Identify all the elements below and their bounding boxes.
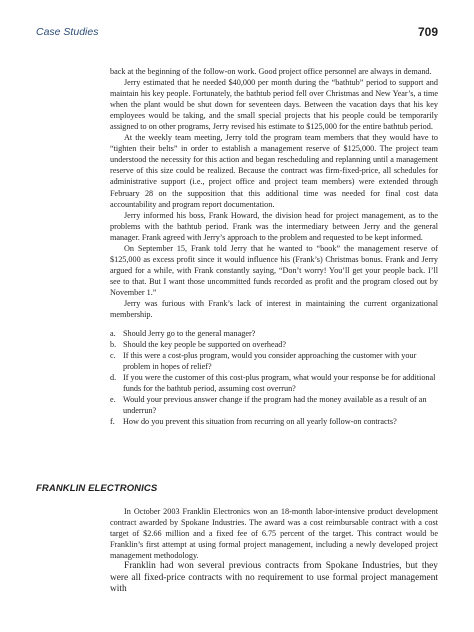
question-item — [110, 339, 438, 350]
body-paragraph: At the weekly team meeting, Jerry told the program team members that they would have to “tighten their belts” in order to establish a management reserve of $125,000. The project team understood the necessity for this action and began rescheduling and replanning until a management reserve of this size could be realized. Because the contract was firm-fixed-price, all schedules for administrative support (i.e., project office and project team members) were extended through February 28 on the supposition that this additional time was needed for final cost data accountability and program report documentation. — [110, 133, 438, 209]
running-head — [36, 26, 438, 44]
case-paragraph: Franklin had won several previous contracts from Spokane Industries, but they were all fixed-price contracts with no requirement to use formal project management with — [110, 561, 438, 595]
question-item — [110, 416, 438, 427]
case-continuation-text — [110, 66, 438, 428]
question-text: If you were the customer of this cost-plus program, what would your response be for additional funds for the bathtub period, assuming cost overrun? — [123, 373, 436, 394]
question-text: If this were a cost-plus program, would you consider approaching the customer with your problem in hopes of relief? — [123, 351, 417, 372]
case-study-heading: FRANKLIN ELECTRONICS — [36, 483, 158, 494]
question-letter: c. — [110, 351, 116, 361]
body-paragraph: Jerry informed his boss, Frank Howard, the division head for project management, as to the problems with the bathtub period. Frank was the intermediary between Jerry and the general manager. Frank agreed with Jerry’s approach to the problem and requested to be kept informed. — [110, 210, 438, 242]
body-paragraph: On September 15, Frank told Jerry that he wanted to “book” the management reserve of $125,000 as excess profit since it would influence his (Frank’s) Christmas bonus. Frank and Jerry argued for a while, with Frank constantly saying, “Don’t worry! You’ll get your people back. I’ll see to that. But I want those uncommitted funds recorded as profit and the program closed out by November 1.” — [110, 243, 438, 297]
running-head-section-title: Case Studies — [36, 26, 99, 38]
question-text: Should Jerry go to the general manager? — [123, 329, 256, 339]
question-letter: a. — [110, 329, 116, 339]
question-letter: f. — [110, 417, 115, 427]
question-letter: d. — [110, 373, 117, 383]
question-item — [110, 350, 438, 372]
question-text: Would your previous answer change if the program had the money available as a result of an underrun? — [123, 395, 427, 416]
body-paragraph: back at the beginning of the follow-on work. Good project office personnel are always in demand. — [110, 67, 432, 76]
question-text: Should the key people be supported on overhead? — [123, 340, 287, 350]
question-text: How do you prevent this situation from recurring on all yearly follow-on contracts? — [123, 417, 397, 427]
case-study-text — [110, 506, 438, 595]
page-number: 709 — [417, 25, 438, 39]
question-item — [110, 372, 438, 394]
body-paragraph: Jerry estimated that he needed $40,000 per month during the “bathtub” period to support and maintain his key people. Fortunately, the bathtub period fell over Christmas and New Year’s, a time when the plant would be shut down for seventeen days. Between the vacation days that his key employees would be taking, and the small special projects that his people could be temporarily assigned to on other programs, Jerry revised his estimate to $125,000 for the entire bathtub period. — [110, 78, 438, 132]
question-letter: b. — [110, 340, 117, 350]
case-paragraph: In October 2003 Franklin Electronics won an 18-month labor-intensive product development contract awarded by Spokane Industries. The award was a cost reimbursable contract with a cost target of $2.66 million and a fixed fee of 6.75 percent of the target. This contract would be Franklin’s first attempt at using formal project management, including a newly developed project management methodology. — [110, 507, 438, 561]
question-item — [110, 394, 438, 416]
question-letter: e. — [110, 395, 116, 405]
body-paragraph: Jerry was furious with Frank’s lack of interest in maintaining the current organizational membership. — [110, 298, 438, 320]
discussion-questions — [110, 328, 438, 427]
question-item — [110, 328, 438, 339]
